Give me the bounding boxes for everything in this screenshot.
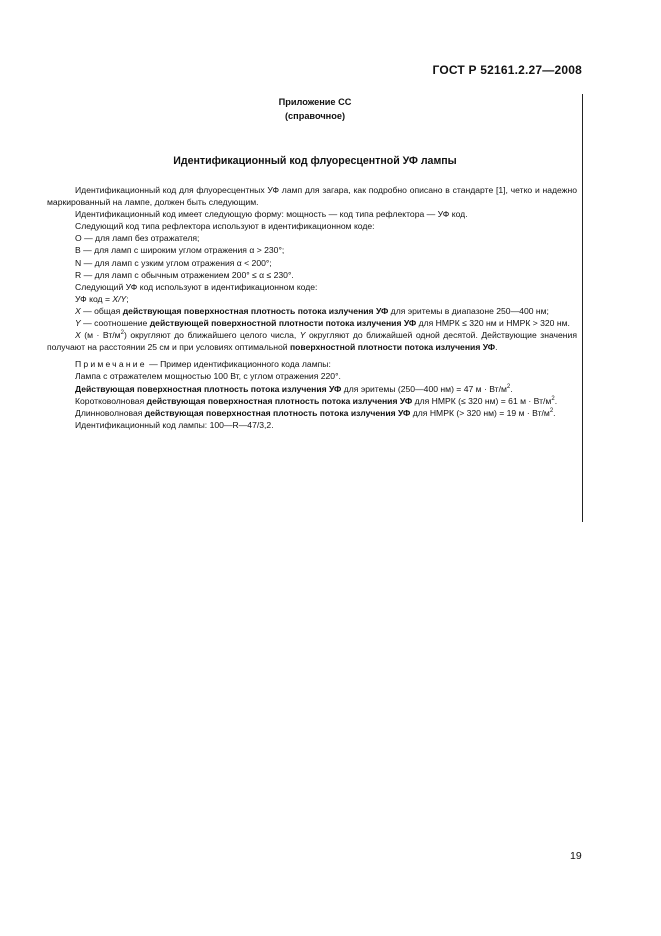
emphasis: действующей поверхностной плотности потока излучения УФ xyxy=(149,318,417,329)
superscript: 2 xyxy=(120,330,124,337)
text-run: округляют до ближайшей одной десятой. Действующие значения получают на расстоянии 25 см и при условиях оптимальной xyxy=(47,330,577,353)
paragraph: Следующий код типа рефлектора используют в идентификационном коде: xyxy=(75,221,375,232)
section-title: Идентификационный код флуоресцентной УФ лампы xyxy=(173,155,457,167)
formula-line xyxy=(47,293,577,305)
definition-x xyxy=(47,305,577,317)
note-line: Лампа с отражателем мощностью 100 Вт, с углом отражения 220°. xyxy=(75,371,341,382)
formula-prefix: УФ код = xyxy=(75,293,113,304)
appendix-label: Приложение СС xyxy=(278,97,352,107)
page-number: 19 xyxy=(570,850,582,862)
definition-y xyxy=(47,317,577,329)
text-run: для НМРК ≤ 320 нм и НМРК > 320 нм. xyxy=(416,318,570,329)
formula: X/Y xyxy=(112,293,127,304)
text-run: для НМРК (≤ 320 нм) = 61 м · Вт/м xyxy=(412,395,552,406)
text-run: для эритемы (250—400 нм) = 47 м · Вт/м xyxy=(341,383,507,394)
text-run: . xyxy=(495,342,498,353)
text-run: . xyxy=(554,395,558,406)
note-label: Примечание xyxy=(75,359,147,370)
variable: Y xyxy=(299,330,306,341)
superscript: 2 xyxy=(549,407,554,414)
paragraph: Идентификационный код имеет следующую форму: мощность — код типа рефлектора — УФ код. xyxy=(75,209,468,220)
note-intro: — Пример идентификационного кода лампы: xyxy=(146,359,331,370)
paragraph: Идентификационный код для флуоресцентных УФ ламп для загара, как подробно описано в стандарте [1], четко и надежно маркированный на лампе, должен быть следующим. xyxy=(47,185,577,208)
emphasis: действующая поверхностная плотность потока излучения УФ xyxy=(144,407,411,418)
list-item: В — для ламп с широким углом отражения α > 230°; xyxy=(75,245,285,256)
superscript: 2 xyxy=(551,395,555,402)
note-line: Идентификационный код лампы: 100—R—47/3,2. xyxy=(75,419,274,430)
note-line xyxy=(47,407,577,419)
list-item: О — для ламп без отражателя; xyxy=(75,233,200,244)
appendix-kind: (справочное) xyxy=(284,111,345,121)
emphasis: действующая поверхностная плотность потока излучения УФ xyxy=(122,305,389,316)
appendix-heading xyxy=(45,95,585,123)
note-line xyxy=(47,395,577,407)
text-run: для НМРК (> 320 нм) = 19 м · Вт/м xyxy=(410,407,550,418)
note-line xyxy=(47,383,577,395)
text-run: для эритемы в диапазоне 250—400 нм; xyxy=(388,305,549,316)
text-run: — соотношение xyxy=(80,318,150,329)
note-heading xyxy=(47,358,577,370)
emphasis: поверхностной плотности потока излучения УФ xyxy=(289,342,496,353)
text-run: Длинноволновая xyxy=(75,407,145,418)
text-run: . xyxy=(553,407,556,418)
emphasis: Действующая поверхностная плотность потока излучения УФ xyxy=(75,383,342,394)
variable: X xyxy=(75,305,81,316)
list-item: N — для ламп с узким углом отражения α < 200°; xyxy=(75,257,272,268)
superscript: 2 xyxy=(506,383,511,390)
formula-suffix: ; xyxy=(126,293,129,304)
body-text xyxy=(47,184,577,431)
text-run: Коротковолновая xyxy=(75,395,147,406)
document-code: ГОСТ Р 52161.2.27—2008 xyxy=(432,63,582,77)
paragraph: Следующий УФ код используют в идентификационном коде: xyxy=(75,281,318,292)
text-run: . xyxy=(510,383,513,394)
emphasis: действующая поверхностная плотность потока излучения УФ xyxy=(146,395,413,406)
variable: X xyxy=(75,330,81,341)
variable: Y xyxy=(75,318,81,329)
unit: (м · Вт/м xyxy=(80,330,121,341)
text-run: — общая xyxy=(80,305,123,316)
text-run: ) округляют до ближайшего целого числа, xyxy=(123,330,300,341)
list-item: R — для ламп с обычным отражением 200° ≤ α ≤ 230°. xyxy=(75,269,294,280)
rounding-rule xyxy=(47,329,577,353)
